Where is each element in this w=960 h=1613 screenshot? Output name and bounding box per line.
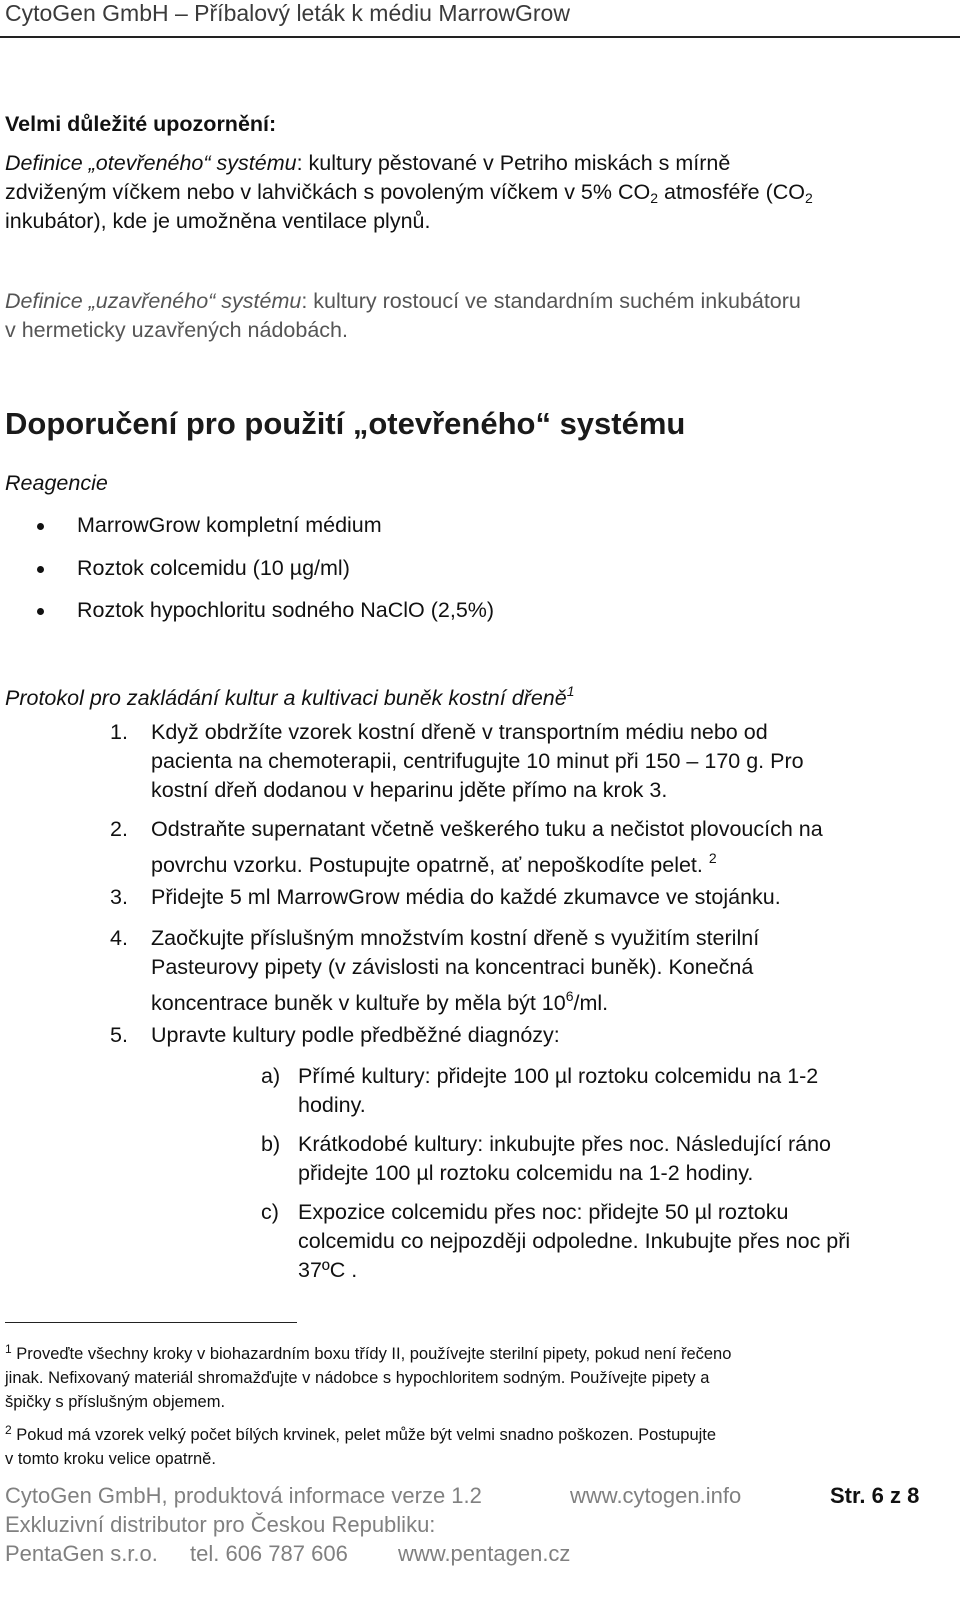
reagent-item: Roztok hypochloritu sodného NaClO (2,5%) bbox=[77, 598, 495, 622]
step-line: Když obdržíte vzorek kostní dřeně v transportním médiu nebo od bbox=[151, 720, 768, 744]
substep-line: Přímé kultury: přidejte 100 µl roztoku colcemidu na 1-2 bbox=[298, 1064, 819, 1088]
closed-definition-text-1: : kultury rostoucí ve standardním suchém inkubátoru bbox=[301, 289, 801, 313]
step-number: 4. bbox=[110, 926, 128, 950]
substep-label: c) bbox=[261, 1200, 279, 1224]
page-total: 8 bbox=[907, 1483, 920, 1508]
step-line: Pasteurovy pipety (v závislosti na koncentraci buněk). Konečná bbox=[151, 955, 754, 979]
page-label: Str. bbox=[830, 1483, 866, 1508]
protocol-heading bbox=[5, 677, 575, 713]
substep-line: přidejte 100 µl roztoku colcemidu na 1-2 hodiny. bbox=[298, 1161, 754, 1185]
substep-line: Expozice colcemidu přes noc: přidejte 50 µl roztoku bbox=[298, 1200, 789, 1224]
step-number: 1. bbox=[110, 720, 128, 744]
step-line bbox=[151, 982, 608, 1018]
footnote-2 bbox=[5, 1418, 950, 1471]
step-line: pacienta na chemoterapii, centrifugujte 10 minut při 150 – 170 g. Pro bbox=[151, 749, 804, 773]
footnote-text: Proveďte všechny kroky v biohazardním boxu třídy II, používejte sterilní pipety, pokud není řečeno bbox=[16, 1345, 732, 1363]
footnote-mark: 2 bbox=[5, 1423, 12, 1437]
closed-definition-label: Definice „uzavřeného“ systému bbox=[5, 289, 302, 313]
footer-distributor: Exkluzivní distributor pro Českou Republiku: bbox=[5, 1512, 436, 1537]
substep-line: colcemidu co nejpozději odpoledne. Inkubujte přes noc při bbox=[298, 1229, 851, 1253]
step-line: Upravte kultury podle předběžné diagnózy: bbox=[151, 1023, 560, 1047]
header-divider bbox=[0, 36, 960, 38]
substep-label: b) bbox=[261, 1132, 281, 1156]
reagents-heading: Reagencie bbox=[5, 471, 108, 495]
substep-line: Krátkodobé kultury: inkubujte přes noc. Následující ráno bbox=[298, 1132, 832, 1156]
step-number: 3. bbox=[110, 885, 128, 909]
footnote-ref: 2 bbox=[708, 850, 717, 866]
page-number bbox=[830, 1483, 919, 1509]
open-definition-label: Definice „otevřeného“ systému bbox=[5, 151, 297, 175]
page-of: z bbox=[889, 1483, 901, 1508]
open-definition-text-2b: atmosféře (CO bbox=[658, 180, 805, 204]
step-line: Přidejte 5 ml MarrowGrow média do každé zkumavce ve stojánku. bbox=[151, 885, 781, 909]
reagent-item: Roztok colcemidu (10 µg/ml) bbox=[77, 556, 350, 580]
step-line-text: /ml. bbox=[573, 991, 609, 1015]
open-definition-line-3: inkubátor), kde je umožněna ventilace plynů. bbox=[5, 209, 431, 233]
substep-label: a) bbox=[261, 1064, 281, 1088]
footer-product-info: CytoGen GmbH, produktová informace verze 1.2 bbox=[5, 1483, 482, 1508]
closed-definition-line-1 bbox=[5, 287, 801, 316]
open-definition-line-1 bbox=[5, 149, 730, 178]
footnote-text: v tomto kroku velice opatrně. bbox=[5, 1450, 216, 1468]
open-definition-text-2a: zdviženým víčkem nebo v lahvičkách s povoleným víčkem v 5% CO bbox=[5, 180, 651, 204]
step-line-text: povrchu vzorku. Postupujte opatrně, ať nepoškodíte pelet. bbox=[151, 853, 703, 877]
co2-subscript-2: 2 bbox=[804, 190, 813, 206]
footnote-divider bbox=[5, 1322, 297, 1323]
footer-url[interactable]: www.cytogen.info bbox=[570, 1483, 742, 1508]
bullet-icon bbox=[37, 608, 44, 615]
step-line: kostní dřeň dodanou v heparinu jděte přímo na krok 3. bbox=[151, 778, 668, 802]
exponent: 6 bbox=[565, 988, 574, 1004]
step-line-text: koncentrace buněk v kultuře by měla být 10 bbox=[151, 991, 566, 1015]
footer-company-url[interactable]: www.pentagen.cz bbox=[398, 1541, 571, 1566]
substep-line: 37ºC . bbox=[298, 1258, 358, 1282]
open-definition-text-1: : kultury pěstované v Petriho miskách s mírně bbox=[296, 151, 731, 175]
footnote-mark: 1 bbox=[5, 1342, 12, 1356]
bullet-icon bbox=[37, 566, 44, 573]
footnote-1 bbox=[5, 1337, 950, 1414]
footer-phone: tel. 606 787 606 bbox=[190, 1541, 348, 1566]
notice-heading: Velmi důležité upozornění: bbox=[5, 112, 277, 136]
step-line: Zaočkujte příslušným množstvím kostní dřeně s využitím sterilní bbox=[151, 926, 760, 950]
reagent-item: MarrowGrow kompletní médium bbox=[77, 513, 382, 537]
document-header-title: CytoGen GmbH – Příbalový leták k médiu MarrowGrow bbox=[5, 0, 570, 26]
closed-definition-line-2: v hermeticky uzavřených nádobách. bbox=[5, 318, 348, 342]
footnote-text: jinak. Nefixovaný materiál shromažďujte v nádobce s hypochloritem sodným. Používejte pipety a bbox=[5, 1369, 710, 1387]
bullet-icon bbox=[37, 523, 44, 530]
step-line bbox=[151, 844, 717, 880]
protocol-heading-text: Protokol pro zakládání kultur a kultivaci buněk kostní dřeně bbox=[5, 686, 567, 710]
step-number: 5. bbox=[110, 1023, 128, 1047]
section-title: Doporučení pro použití „otevřeného“ systému bbox=[5, 406, 686, 441]
page-current: 6 bbox=[871, 1483, 884, 1508]
footer-company: PentaGen s.r.o. bbox=[5, 1541, 158, 1566]
footnote-text: Pokud má vzorek velký počet bílých krvinek, pelet může být velmi snadno poškozen. Postupujte bbox=[16, 1426, 717, 1444]
footnote-text: špičky s příslušným objemem. bbox=[5, 1393, 226, 1411]
co2-subscript: 2 bbox=[650, 190, 659, 206]
substep-line: hodiny. bbox=[298, 1093, 366, 1117]
step-line: Odstraňte supernatant včetně veškerého tuku a nečistot plovoucích na bbox=[151, 817, 823, 841]
footnote-ref: 1 bbox=[566, 683, 575, 699]
step-number: 2. bbox=[110, 817, 128, 841]
